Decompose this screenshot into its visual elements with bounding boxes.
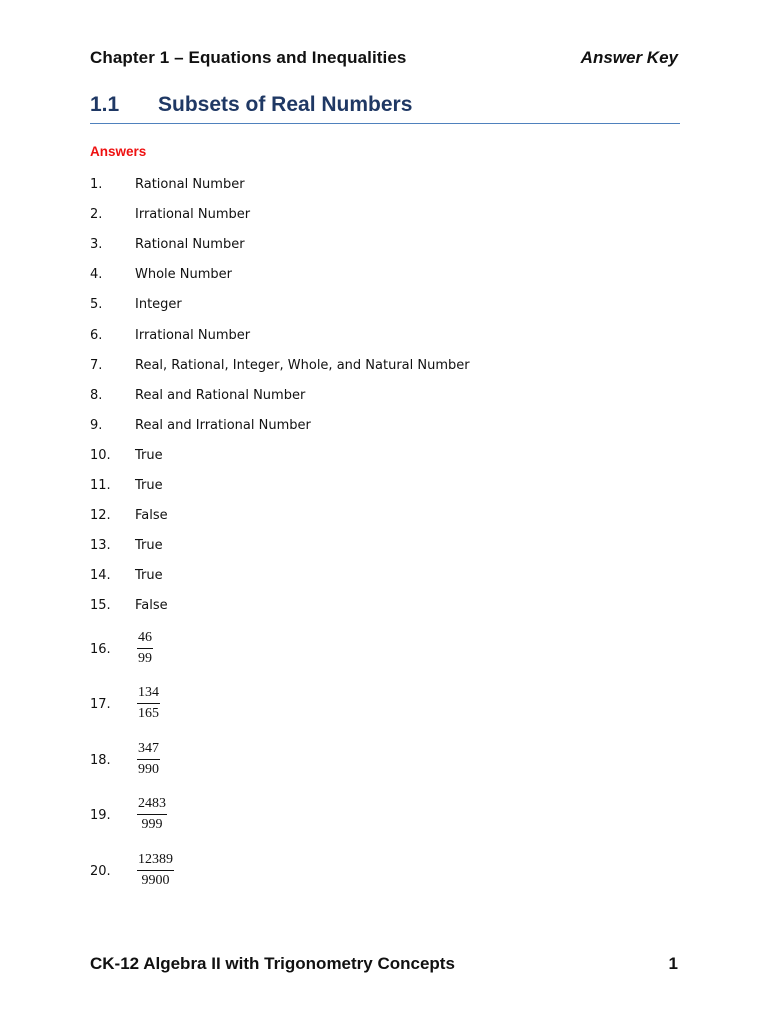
fraction	[137, 629, 153, 667]
fraction-numerator: 347	[138, 741, 159, 756]
answer-number: 17.	[90, 697, 111, 712]
book-title: CK-12 Algebra II with Trigonometry Concepts	[90, 954, 455, 973]
answer-text: Real and Rational Number	[135, 387, 306, 403]
fraction-bar	[137, 759, 160, 760]
answer-number: 18.	[90, 753, 111, 768]
answer-number: 2.	[90, 207, 103, 223]
answer-number: 15.	[90, 598, 111, 614]
answer-text: Real, Rational, Integer, Whole, and Natural Number	[135, 357, 470, 373]
answer-number: 10.	[90, 447, 111, 463]
answer-number: 5.	[90, 297, 103, 313]
answer-text: False	[135, 598, 168, 614]
fraction-numerator: 46	[138, 630, 152, 645]
answer-list	[90, 0, 680, 900]
answers-heading: Answers	[90, 144, 147, 159]
fraction-bar	[137, 814, 167, 815]
answer-number: 12.	[90, 508, 111, 524]
fraction-numerator: 2483	[138, 796, 166, 811]
answer-text: Whole Number	[135, 267, 233, 283]
page-footer	[90, 954, 678, 978]
answer-number: 6.	[90, 327, 103, 343]
answer-text: False	[135, 508, 168, 524]
chapter-title: Chapter 1 – Equations and Inequalities	[90, 48, 407, 67]
answer-key-label: Answer Key	[580, 48, 678, 67]
answer-number: 13.	[90, 538, 111, 554]
fraction-denominator: 990	[138, 762, 159, 777]
fraction-bar	[137, 703, 160, 704]
fraction	[137, 795, 167, 833]
answer-text: True	[135, 568, 163, 584]
fraction	[137, 740, 160, 778]
answer-number: 1.	[90, 177, 103, 192]
answer-number: 9.	[90, 417, 103, 433]
answer-text: Irrational Number	[135, 207, 251, 223]
answer-text: True	[135, 538, 163, 554]
fraction-numerator: 12389	[138, 852, 173, 867]
answer-number: 7.	[90, 357, 103, 373]
answer-number: 20.	[90, 864, 111, 879]
answer-number: 11.	[90, 478, 111, 493]
answer-number: 8.	[90, 387, 103, 403]
fraction-numerator: 134	[138, 685, 159, 700]
answer-text: Real and Irrational Number	[135, 417, 311, 433]
fraction	[137, 684, 160, 722]
fraction-denominator: 9900	[141, 873, 170, 888]
answer-text: Rational Number	[135, 237, 245, 253]
answer-text: Rational Number	[135, 177, 245, 192]
answer-text: True	[135, 478, 163, 493]
answer-number: 3.	[90, 237, 103, 253]
fraction-bar	[137, 648, 153, 649]
answer-text: Irrational Number	[135, 327, 251, 343]
page-number: 1	[668, 954, 678, 973]
answer-text: Integer	[135, 297, 182, 313]
fraction-denominator: 999	[141, 817, 163, 832]
answer-number: 19.	[90, 808, 111, 823]
answer-number: 4.	[90, 267, 103, 283]
fraction-bar	[137, 870, 174, 871]
answer-number: 16.	[90, 642, 111, 657]
section-title: Subsets of Real Numbers	[158, 93, 413, 116]
answer-text: True	[135, 447, 163, 463]
fraction	[137, 851, 174, 889]
answer-number: 14.	[90, 568, 111, 584]
section-number: 1.1	[90, 93, 120, 116]
fraction-denominator: 99	[138, 651, 152, 666]
fraction-denominator: 165	[138, 706, 159, 721]
